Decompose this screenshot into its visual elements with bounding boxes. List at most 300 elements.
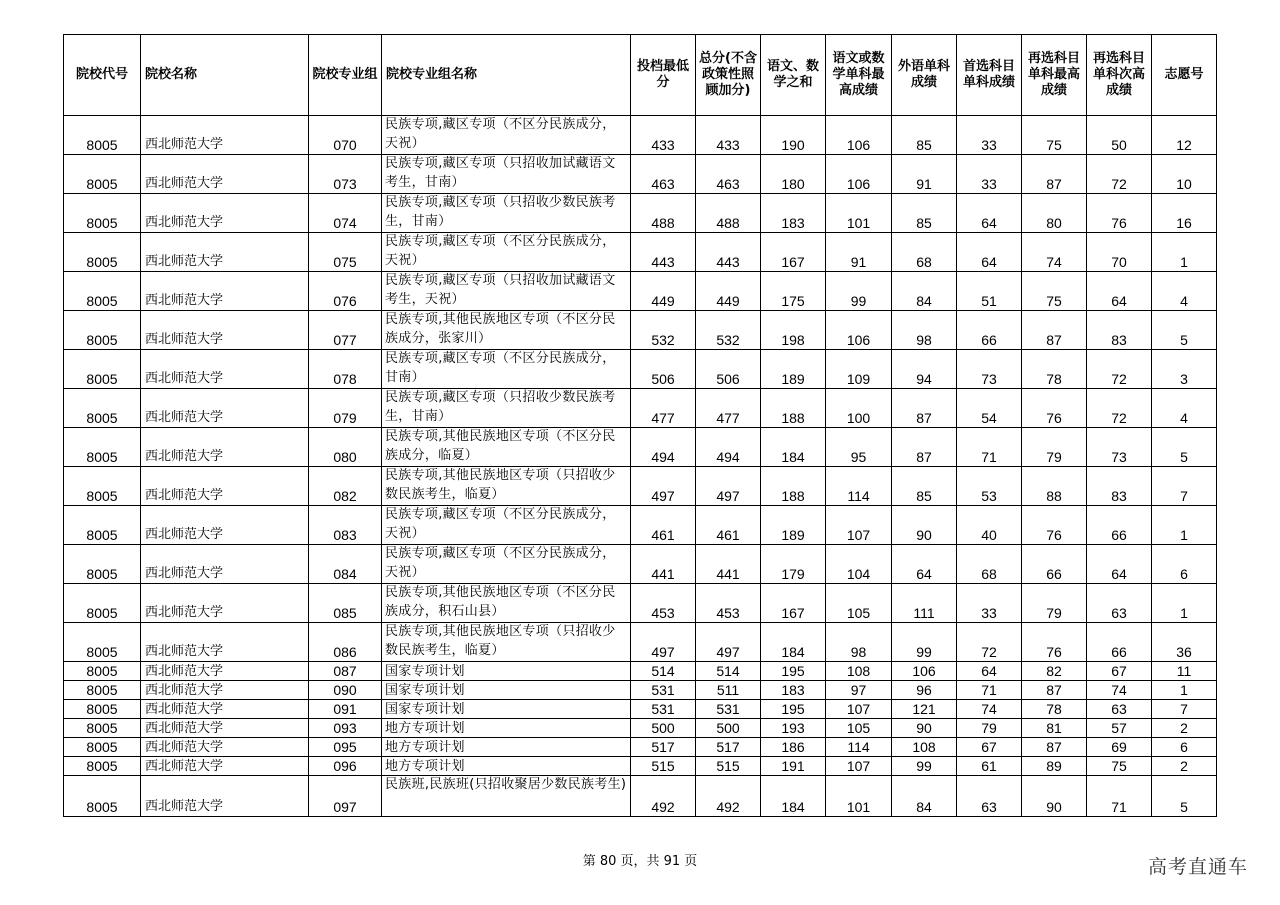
reselect-second-cell: 83 [1087,311,1152,350]
school-code-cell: 8005 [64,428,141,467]
school-name-cell: 西北师范大学 [141,545,309,584]
wish-number-cell: 36 [1152,623,1217,662]
wish-number-cell: 10 [1152,155,1217,194]
school-code-cell: 8005 [64,584,141,623]
reselect-max-cell: 66 [1022,545,1087,584]
total-score-cell: 463 [696,155,761,194]
reselect-max-cell: 87 [1022,738,1087,757]
school-name-cell: 西北师范大学 [141,738,309,757]
chinese-math-max-cell: 99 [826,272,892,311]
wish-number-cell: 1 [1152,506,1217,545]
chinese-math-sum-cell: 184 [761,623,826,662]
chinese-math-sum-cell: 183 [761,194,826,233]
group-name-cell: 民族专项,藏区专项（不区分民族成分，天祝） [382,545,631,584]
table-row [64,545,1217,584]
group-code-cell: 084 [309,545,382,584]
reselect-max-cell: 75 [1022,116,1087,155]
total-score-cell: 441 [696,545,761,584]
chinese-math-sum-cell: 195 [761,700,826,719]
foreign-language-cell: 106 [892,662,957,681]
table-row [64,584,1217,623]
group-code-cell: 074 [309,194,382,233]
foreign-language-cell: 87 [892,389,957,428]
table-row [64,623,1217,662]
min-score-cell: 532 [631,311,696,350]
page-number-footer: 第 80 页，共 91 页 [582,854,698,869]
chinese-math-max-cell: 107 [826,700,892,719]
group-code-cell: 076 [309,272,382,311]
school-code-cell: 8005 [64,719,141,738]
wish-number-cell: 6 [1152,738,1217,757]
reselect-max-cell: 75 [1022,272,1087,311]
chinese-math-sum-cell: 167 [761,584,826,623]
min-score-cell: 441 [631,545,696,584]
total-score-cell: 461 [696,506,761,545]
reselect-max-cell: 79 [1022,428,1087,467]
chinese-math-sum-cell: 184 [761,776,826,817]
wish-number-cell: 5 [1152,776,1217,817]
chinese-math-max-cell: 97 [826,681,892,700]
school-code-cell: 8005 [64,681,141,700]
reselect-max-cell: 87 [1022,311,1087,350]
header-reselect-second: 再选科目单科次高成绩 [1087,35,1152,116]
reselect-second-cell: 69 [1087,738,1152,757]
min-score-cell: 531 [631,681,696,700]
total-score-cell: 494 [696,428,761,467]
school-name-cell: 西北师范大学 [141,350,309,389]
table-header-row [64,35,1217,116]
min-score-cell: 477 [631,389,696,428]
total-score-cell: 500 [696,719,761,738]
reselect-max-cell: 87 [1022,155,1087,194]
wish-number-cell: 2 [1152,757,1217,776]
first-subject-cell: 73 [957,350,1022,389]
table-row [64,428,1217,467]
header-school-name: 院校名称 [141,35,309,116]
total-score-cell: 532 [696,311,761,350]
foreign-language-cell: 96 [892,681,957,700]
reselect-second-cell: 72 [1087,389,1152,428]
watermark-text: 高考直通车 [1147,856,1248,878]
group-code-cell: 078 [309,350,382,389]
reselect-second-cell: 70 [1087,233,1152,272]
total-score-cell: 497 [696,623,761,662]
chinese-math-max-cell: 104 [826,545,892,584]
school-name-cell: 西北师范大学 [141,506,309,545]
wish-number-cell: 1 [1152,233,1217,272]
min-score-cell: 461 [631,506,696,545]
min-score-cell: 494 [631,428,696,467]
foreign-language-cell: 64 [892,545,957,584]
school-code-cell: 8005 [64,350,141,389]
group-name-cell: 国家专项计划 [382,700,631,719]
header-foreign-language: 外语单科成绩 [892,35,957,116]
min-score-cell: 449 [631,272,696,311]
wish-number-cell: 4 [1152,272,1217,311]
min-score-cell: 517 [631,738,696,757]
group-code-cell: 073 [309,155,382,194]
wish-number-cell: 5 [1152,428,1217,467]
foreign-language-cell: 99 [892,757,957,776]
table-row [64,776,1217,817]
chinese-math-sum-cell: 188 [761,389,826,428]
table-row [64,311,1217,350]
group-name-cell: 民族专项,藏区专项（不区分民族成分，天祝） [382,116,631,155]
chinese-math-max-cell: 98 [826,623,892,662]
foreign-language-cell: 99 [892,623,957,662]
table-body [64,116,1217,817]
school-name-cell: 西北师范大学 [141,233,309,272]
first-subject-cell: 53 [957,467,1022,506]
school-code-cell: 8005 [64,662,141,681]
foreign-language-cell: 98 [892,311,957,350]
reselect-second-cell: 66 [1087,623,1152,662]
reselect-second-cell: 71 [1087,776,1152,817]
total-score-cell: 477 [696,389,761,428]
reselect-second-cell: 74 [1087,681,1152,700]
school-code-cell: 8005 [64,776,141,817]
group-code-cell: 097 [309,776,382,817]
school-name-cell: 西北师范大学 [141,700,309,719]
group-name-cell: 民族专项,藏区专项（只招收少数民族考生，甘南） [382,194,631,233]
wish-number-cell: 2 [1152,719,1217,738]
header-group-code: 院校专业组 [309,35,382,116]
school-code-cell: 8005 [64,506,141,545]
wish-number-cell: 3 [1152,350,1217,389]
school-name-cell: 西北师范大学 [141,155,309,194]
first-subject-cell: 66 [957,311,1022,350]
group-name-cell: 民族专项,藏区专项（只招收加试藏语文考生，天祝） [382,272,631,311]
min-score-cell: 433 [631,116,696,155]
table-row [64,389,1217,428]
group-name-cell: 地方专项计划 [382,757,631,776]
chinese-math-max-cell: 101 [826,776,892,817]
chinese-math-sum-cell: 189 [761,350,826,389]
chinese-math-max-cell: 108 [826,662,892,681]
wish-number-cell: 11 [1152,662,1217,681]
school-name-cell: 西北师范大学 [141,776,309,817]
first-subject-cell: 79 [957,719,1022,738]
wish-number-cell: 6 [1152,545,1217,584]
school-code-cell: 8005 [64,700,141,719]
min-score-cell: 514 [631,662,696,681]
reselect-second-cell: 63 [1087,584,1152,623]
total-score-cell: 517 [696,738,761,757]
foreign-language-cell: 94 [892,350,957,389]
foreign-language-cell: 68 [892,233,957,272]
school-code-cell: 8005 [64,545,141,584]
first-subject-cell: 54 [957,389,1022,428]
reselect-second-cell: 57 [1087,719,1152,738]
chinese-math-max-cell: 107 [826,757,892,776]
foreign-language-cell: 85 [892,467,957,506]
reselect-max-cell: 78 [1022,700,1087,719]
group-code-cell: 070 [309,116,382,155]
school-code-cell: 8005 [64,467,141,506]
first-subject-cell: 51 [957,272,1022,311]
total-score-cell: 531 [696,700,761,719]
reselect-max-cell: 79 [1022,584,1087,623]
foreign-language-cell: 108 [892,738,957,757]
total-score-cell: 488 [696,194,761,233]
reselect-max-cell: 90 [1022,776,1087,817]
wish-number-cell: 7 [1152,700,1217,719]
chinese-math-max-cell: 100 [826,389,892,428]
foreign-language-cell: 85 [892,194,957,233]
chinese-math-max-cell: 91 [826,233,892,272]
first-subject-cell: 63 [957,776,1022,817]
group-code-cell: 083 [309,506,382,545]
foreign-language-cell: 121 [892,700,957,719]
school-code-cell: 8005 [64,194,141,233]
table-row [64,681,1217,700]
chinese-math-sum-cell: 179 [761,545,826,584]
table-row [64,467,1217,506]
group-name-cell: 民族专项,藏区专项（不区分民族成分，天祝） [382,233,631,272]
first-subject-cell: 61 [957,757,1022,776]
wish-number-cell: 16 [1152,194,1217,233]
reselect-second-cell: 66 [1087,506,1152,545]
table-row [64,506,1217,545]
total-score-cell: 497 [696,467,761,506]
first-subject-cell: 67 [957,738,1022,757]
reselect-second-cell: 72 [1087,155,1152,194]
reselect-max-cell: 87 [1022,681,1087,700]
total-score-cell: 443 [696,233,761,272]
table-row [64,757,1217,776]
chinese-math-sum-cell: 180 [761,155,826,194]
school-name-cell: 西北师范大学 [141,681,309,700]
chinese-math-sum-cell: 198 [761,311,826,350]
wish-number-cell: 4 [1152,389,1217,428]
first-subject-cell: 64 [957,233,1022,272]
group-name-cell: 民族专项,藏区专项（不区分民族成分，甘南） [382,350,631,389]
group-name-cell: 民族班,民族班(只招收聚居少数民族考生) [382,776,631,817]
min-score-cell: 463 [631,155,696,194]
group-name-cell: 民族专项,其他民族地区专项（只招收少数民族考生，临夏） [382,623,631,662]
chinese-math-sum-cell: 183 [761,681,826,700]
school-code-cell: 8005 [64,757,141,776]
table-row [64,700,1217,719]
min-score-cell: 443 [631,233,696,272]
header-total-score: 总分(不含政策性照顾加分) [696,35,761,116]
group-code-cell: 086 [309,623,382,662]
group-code-cell: 095 [309,738,382,757]
school-name-cell: 西北师范大学 [141,194,309,233]
table-row [64,116,1217,155]
min-score-cell: 497 [631,623,696,662]
foreign-language-cell: 87 [892,428,957,467]
chinese-math-sum-cell: 184 [761,428,826,467]
reselect-max-cell: 74 [1022,233,1087,272]
foreign-language-cell: 84 [892,776,957,817]
reselect-second-cell: 67 [1087,662,1152,681]
chinese-math-sum-cell: 175 [761,272,826,311]
reselect-second-cell: 73 [1087,428,1152,467]
header-first-subject: 首选科目单科成绩 [957,35,1022,116]
chinese-math-max-cell: 106 [826,311,892,350]
total-score-cell: 453 [696,584,761,623]
chinese-math-max-cell: 107 [826,506,892,545]
school-name-cell: 西北师范大学 [141,584,309,623]
total-score-cell: 514 [696,662,761,681]
school-name-cell: 西北师范大学 [141,311,309,350]
first-subject-cell: 68 [957,545,1022,584]
school-code-cell: 8005 [64,116,141,155]
foreign-language-cell: 111 [892,584,957,623]
school-code-cell: 8005 [64,155,141,194]
first-subject-cell: 72 [957,623,1022,662]
chinese-math-max-cell: 109 [826,350,892,389]
group-code-cell: 079 [309,389,382,428]
chinese-math-sum-cell: 167 [761,233,826,272]
reselect-max-cell: 76 [1022,506,1087,545]
group-code-cell: 096 [309,757,382,776]
reselect-max-cell: 88 [1022,467,1087,506]
reselect-second-cell: 83 [1087,467,1152,506]
total-score-cell: 433 [696,116,761,155]
school-code-cell: 8005 [64,738,141,757]
chinese-math-max-cell: 114 [826,738,892,757]
foreign-language-cell: 85 [892,116,957,155]
reselect-max-cell: 82 [1022,662,1087,681]
table-row [64,194,1217,233]
group-name-cell: 地方专项计划 [382,738,631,757]
total-score-cell: 511 [696,681,761,700]
chinese-math-max-cell: 106 [826,155,892,194]
first-subject-cell: 64 [957,194,1022,233]
min-score-cell: 531 [631,700,696,719]
reselect-second-cell: 64 [1087,545,1152,584]
header-chinese-math-max: 语文或数学单科最高成绩 [826,35,892,116]
reselect-max-cell: 76 [1022,623,1087,662]
chinese-math-max-cell: 95 [826,428,892,467]
table-row [64,233,1217,272]
wish-number-cell: 1 [1152,584,1217,623]
header-chinese-math-sum: 语文、数学之和 [761,35,826,116]
chinese-math-sum-cell: 195 [761,662,826,681]
foreign-language-cell: 90 [892,719,957,738]
header-school-code: 院校代号 [64,35,141,116]
group-code-cell: 087 [309,662,382,681]
group-code-cell: 082 [309,467,382,506]
admission-score-table [63,34,1217,817]
reselect-max-cell: 76 [1022,389,1087,428]
school-name-cell: 西北师范大学 [141,623,309,662]
wish-number-cell: 5 [1152,311,1217,350]
group-name-cell: 民族专项,藏区专项（只招收加试藏语文考生，甘南） [382,155,631,194]
chinese-math-sum-cell: 191 [761,757,826,776]
min-score-cell: 453 [631,584,696,623]
group-name-cell: 民族专项,藏区专项（只招收少数民族考生，甘南） [382,389,631,428]
foreign-language-cell: 90 [892,506,957,545]
foreign-language-cell: 91 [892,155,957,194]
min-score-cell: 515 [631,757,696,776]
group-name-cell: 民族专项,其他民族地区专项（不区分民族成分，张家川） [382,311,631,350]
table-row [64,155,1217,194]
school-name-cell: 西北师范大学 [141,662,309,681]
chinese-math-max-cell: 106 [826,116,892,155]
group-code-cell: 085 [309,584,382,623]
group-name-cell: 地方专项计划 [382,719,631,738]
school-name-cell: 西北师范大学 [141,116,309,155]
reselect-second-cell: 64 [1087,272,1152,311]
chinese-math-max-cell: 105 [826,584,892,623]
reselect-max-cell: 89 [1022,757,1087,776]
total-score-cell: 449 [696,272,761,311]
min-score-cell: 497 [631,467,696,506]
group-code-cell: 075 [309,233,382,272]
chinese-math-sum-cell: 186 [761,738,826,757]
group-name-cell: 民族专项,其他民族地区专项（只招收少数民族考生，临夏） [382,467,631,506]
min-score-cell: 500 [631,719,696,738]
school-name-cell: 西北师范大学 [141,467,309,506]
group-code-cell: 080 [309,428,382,467]
reselect-max-cell: 81 [1022,719,1087,738]
header-wish-number: 志愿号 [1152,35,1217,116]
reselect-second-cell: 50 [1087,116,1152,155]
wish-number-cell: 1 [1152,681,1217,700]
chinese-math-sum-cell: 193 [761,719,826,738]
school-name-cell: 西北师范大学 [141,757,309,776]
chinese-math-max-cell: 114 [826,467,892,506]
reselect-max-cell: 80 [1022,194,1087,233]
header-group-name: 院校专业组名称 [382,35,631,116]
first-subject-cell: 33 [957,155,1022,194]
table-row [64,272,1217,311]
min-score-cell: 488 [631,194,696,233]
table-row [64,350,1217,389]
group-code-cell: 093 [309,719,382,738]
chinese-math-sum-cell: 190 [761,116,826,155]
school-name-cell: 西北师范大学 [141,719,309,738]
wish-number-cell: 12 [1152,116,1217,155]
min-score-cell: 506 [631,350,696,389]
school-code-cell: 8005 [64,389,141,428]
foreign-language-cell: 84 [892,272,957,311]
reselect-max-cell: 78 [1022,350,1087,389]
total-score-cell: 515 [696,757,761,776]
school-code-cell: 8005 [64,272,141,311]
school-code-cell: 8005 [64,311,141,350]
first-subject-cell: 33 [957,584,1022,623]
min-score-cell: 492 [631,776,696,817]
reselect-second-cell: 75 [1087,757,1152,776]
school-name-cell: 西北师范大学 [141,428,309,467]
table-row [64,738,1217,757]
chinese-math-sum-cell: 188 [761,467,826,506]
total-score-cell: 506 [696,350,761,389]
group-name-cell: 民族专项,藏区专项（不区分民族成分，天祝） [382,506,631,545]
first-subject-cell: 71 [957,681,1022,700]
reselect-second-cell: 63 [1087,700,1152,719]
group-name-cell: 民族专项,其他民族地区专项（不区分民族成分，临夏） [382,428,631,467]
first-subject-cell: 64 [957,662,1022,681]
first-subject-cell: 33 [957,116,1022,155]
wish-number-cell: 7 [1152,467,1217,506]
chinese-math-max-cell: 101 [826,194,892,233]
school-code-cell: 8005 [64,623,141,662]
group-name-cell: 民族专项,其他民族地区专项（不区分民族成分，积石山县） [382,584,631,623]
chinese-math-max-cell: 105 [826,719,892,738]
group-code-cell: 077 [309,311,382,350]
header-min-score: 投档最低分 [631,35,696,116]
total-score-cell: 492 [696,776,761,817]
header-reselect-max: 再选科目单科最高成绩 [1022,35,1087,116]
school-code-cell: 8005 [64,233,141,272]
reselect-second-cell: 76 [1087,194,1152,233]
first-subject-cell: 40 [957,506,1022,545]
